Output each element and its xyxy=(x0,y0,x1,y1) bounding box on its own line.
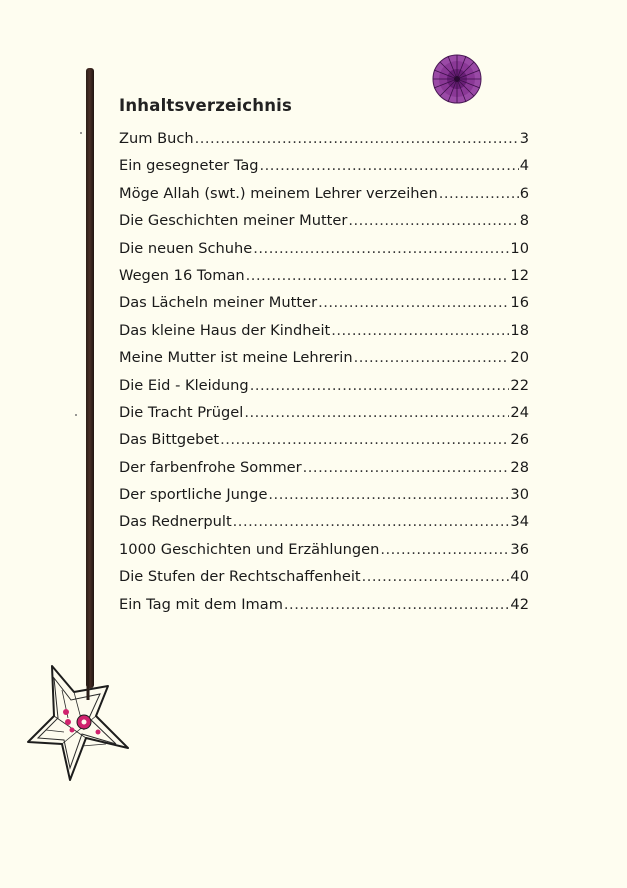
dot-leader xyxy=(284,591,510,618)
toc-entry-title: Zum Buch xyxy=(119,130,194,147)
toc-entry[interactable] xyxy=(119,180,529,207)
dot-leader xyxy=(268,481,509,508)
toc-entry-page-number: 4 xyxy=(519,157,529,175)
toc-entry[interactable] xyxy=(119,235,529,262)
toc-entry-title: Wegen 16 Toman xyxy=(119,266,245,284)
toc-entry-title: Die neuen Schuhe xyxy=(119,239,253,257)
dot-leader xyxy=(348,207,518,234)
toc-entry-title: Die Tracht Prügel xyxy=(119,403,244,421)
toc-entry-title: Der sportliche Junge xyxy=(119,486,268,504)
toc-entry[interactable] xyxy=(119,344,529,371)
toc-entry-page-number: 8 xyxy=(519,212,529,230)
toc-entry[interactable] xyxy=(119,426,529,453)
dot-leader xyxy=(380,536,509,563)
toc-entry-title: Das Rednerpult xyxy=(119,513,232,531)
toc-entry[interactable] xyxy=(119,372,529,399)
toc-entry-title: Ein gesegneter Tag xyxy=(119,157,259,175)
toc-entry-page-number: 40 xyxy=(510,568,529,586)
toc-entry-page-number: 12 xyxy=(510,266,529,284)
hanging-rod xyxy=(86,68,94,688)
dot-leader xyxy=(244,399,509,426)
toc-title: Inhaltsverzeichnis xyxy=(119,96,293,115)
dot-leader xyxy=(303,454,510,481)
toc-entry[interactable] xyxy=(119,125,529,152)
dot-leader xyxy=(250,372,510,399)
toc-entry-title: Das Lächeln meiner Mutter xyxy=(119,294,318,312)
toc-entry-title: Das Bittgebet xyxy=(119,431,220,449)
toc-entry-page-number: 6 xyxy=(519,184,529,202)
toc-entry-title: Die Geschichten meiner Mutter xyxy=(119,212,348,230)
toc-entry-title: Die Eid - Kleidung xyxy=(119,376,249,394)
toc-entry-page-number: 34 xyxy=(510,513,529,531)
dot-leader xyxy=(195,125,519,152)
toc-entry-title: Meine Mutter ist meine Lehrerin xyxy=(119,349,353,367)
dot-leader xyxy=(318,289,509,316)
dot-leader xyxy=(220,426,509,453)
dot-leader xyxy=(253,235,509,262)
dot-leader xyxy=(354,344,510,371)
toc-entry-page-number: 22 xyxy=(510,376,529,394)
ink-speck xyxy=(75,414,77,416)
toc-entry[interactable] xyxy=(119,481,529,508)
dot-leader xyxy=(439,180,519,207)
toc-entry-title: Das kleine Haus der Kindheit xyxy=(119,321,331,339)
toc-entry-page-number: 3 xyxy=(519,130,529,147)
table-of-contents xyxy=(119,125,529,618)
toc-entry-page-number: 30 xyxy=(510,486,529,504)
dot-leader xyxy=(233,508,510,535)
dot-leader xyxy=(260,152,519,179)
toc-entry-page-number: 24 xyxy=(510,403,529,421)
toc-entry-title: 1000 Geschichten und Erzählungen xyxy=(119,540,380,558)
toc-entry[interactable] xyxy=(119,317,529,344)
toc-entry-page-number: 20 xyxy=(510,349,529,367)
ink-speck xyxy=(80,132,82,134)
toc-entry-title: Die Stufen der Rechtschaffenheit xyxy=(119,568,361,586)
toc-entry-page-number: 42 xyxy=(510,595,529,613)
toc-entry[interactable] xyxy=(119,508,529,535)
purple-flower-icon xyxy=(430,52,484,106)
toc-entry[interactable] xyxy=(119,454,529,481)
toc-entry-title: Ein Tag mit dem Imam xyxy=(119,595,283,613)
toc-entry[interactable] xyxy=(119,591,529,618)
toc-entry[interactable] xyxy=(119,289,529,316)
toc-entry-page-number: 28 xyxy=(510,458,529,476)
toc-entry-page-number: 18 xyxy=(510,321,529,339)
toc-entry[interactable] xyxy=(119,262,529,289)
toc-entry[interactable] xyxy=(119,399,529,426)
toc-entry-page-number: 36 xyxy=(510,540,529,558)
toc-entry[interactable] xyxy=(119,563,529,590)
hanging-star-ornament-icon xyxy=(24,660,132,790)
dot-leader xyxy=(246,262,510,289)
toc-entry-title: Der farbenfrohe Sommer xyxy=(119,458,302,476)
toc-entry-title: Möge Allah (swt.) meinem Lehrer verzeihen xyxy=(119,184,438,202)
toc-entry-page-number: 10 xyxy=(510,239,529,257)
toc-entry[interactable] xyxy=(119,152,529,179)
dot-leader xyxy=(362,563,510,590)
toc-entry-page-number: 16 xyxy=(510,294,529,312)
toc-entry[interactable] xyxy=(119,207,529,234)
dot-leader xyxy=(331,317,509,344)
toc-entry-page-number: 26 xyxy=(510,431,529,449)
toc-entry[interactable] xyxy=(119,536,529,563)
